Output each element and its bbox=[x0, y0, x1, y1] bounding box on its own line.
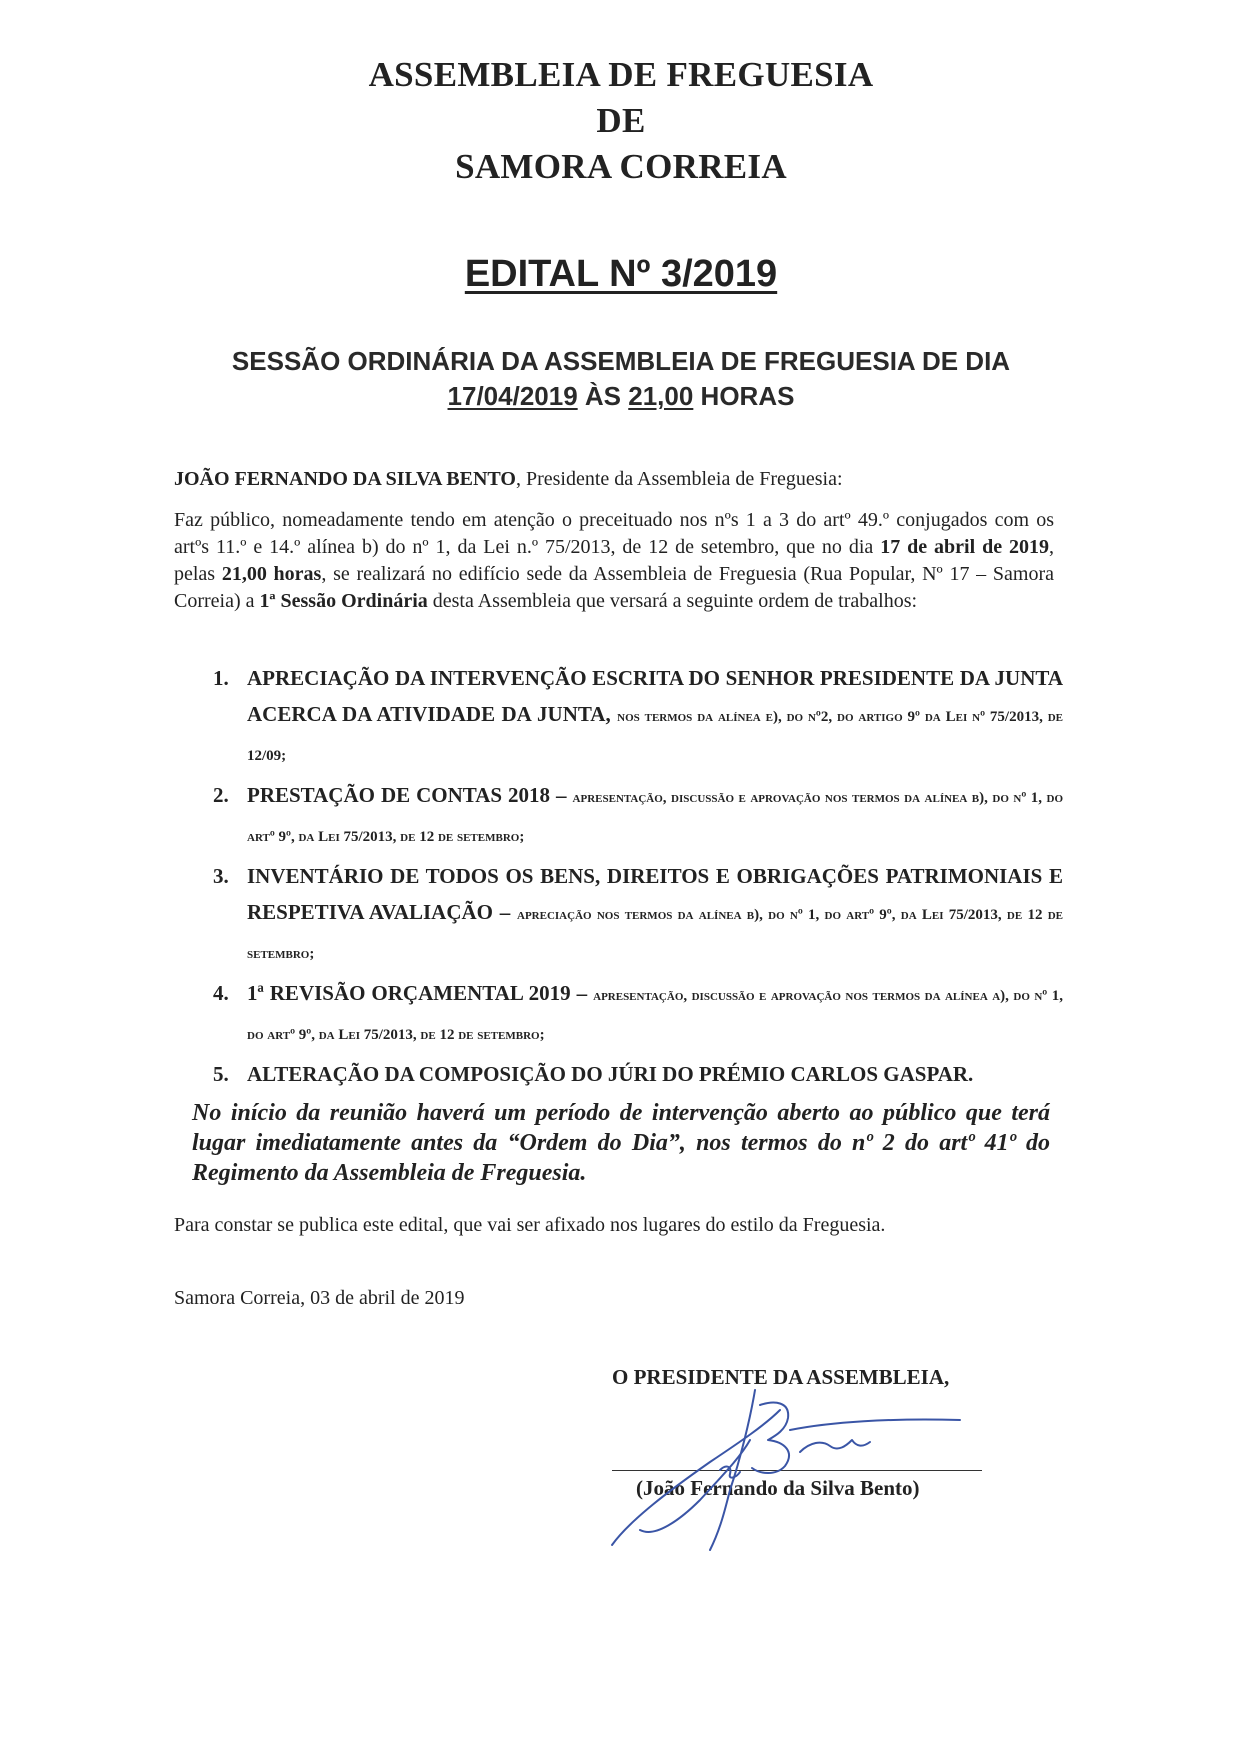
session-heading-line-2 bbox=[0, 379, 1242, 414]
announcement-text-1: Faz público, nomeadamente tendo em atenção o preceituado nos nºs 1 a 3 do artº 49.º conjugados com os artºs 11.º e 14.º alínea b) do nº 1, da Lei n.º 75/2013, de 12 de setembro, que no dia bbox=[174, 509, 1054, 558]
agenda-item-number: 2. bbox=[213, 783, 229, 807]
agenda-item bbox=[213, 777, 1063, 855]
header-line-3: SAMORA CORREIA bbox=[455, 147, 787, 186]
agenda-item-detail: apresentação, discussão e aprovação nos termos da alínea b), do nº 1, do artº 9º, da Lei 75/2013, de 12 de setembro; bbox=[247, 790, 1063, 845]
session-heading-line-1: SESSÃO ORDINÁRIA DA ASSEMBLEIA DE FREGUESIA DE DIA bbox=[231, 346, 1011, 376]
intro-paragraph bbox=[174, 466, 1054, 493]
agenda-item-detail: apreciação nos termos da alínea b), do nº 1, do artº 9º, da Lei 75/2013, de 12 de setembro; bbox=[247, 907, 1063, 962]
signature-title: O PRESIDENTE DA ASSEMBLEIA, bbox=[612, 1365, 950, 1389]
session-hour: 21,00 bbox=[628, 381, 694, 411]
agenda-item-main: APRECIAÇÃO DA INTERVENÇÃO ESCRITA DO SENHOR PRESIDENTE DA JUNTA ACERCA DA ATIVIDADE DA JUNTA, bbox=[247, 666, 1063, 726]
president-name: JOÃO FERNANDO DA SILVA BENTO bbox=[174, 468, 516, 490]
agenda-item-main: ALTERAÇÃO DA COMPOSIÇÃO DO JÚRI DO PRÉMIO CARLOS GASPAR. bbox=[247, 1062, 974, 1086]
session-date: 17/04/2019 bbox=[447, 381, 578, 411]
announcement-text-2: , pelas bbox=[174, 536, 1054, 585]
intro-rest: , Presidente da Assembleia de Freguesia: bbox=[515, 468, 843, 490]
agenda-item bbox=[213, 858, 1063, 972]
agenda-item-number: 4. bbox=[213, 981, 229, 1005]
announcement-hour: 21,00 horas bbox=[221, 563, 322, 585]
closing-paragraph: Para constar se publica este edital, que vai ser afixado nos lugares do estilo da Freguesia. bbox=[174, 1214, 886, 1236]
handwritten-signature bbox=[600, 1370, 980, 1560]
agenda-item-main: INVENTÁRIO DE TODOS OS BENS, DIREITOS E OBRIGAÇÕES PATRIMONIAIS E RESPETIVA AVALIAÇÃO – bbox=[247, 864, 1063, 924]
public-intervention-note: No início da reunião haverá um período de intervenção aberto ao público que terá lugar imediatamente antes da “Ordem do Dia”, nos termos do nº 2 do artº 41º do Regimento da Assembleia de Freguesia. bbox=[192, 1100, 1050, 1186]
agenda-item-number: 5. bbox=[213, 1062, 229, 1086]
session-horas: HORAS bbox=[693, 381, 795, 411]
agenda-item-number: 3. bbox=[213, 864, 229, 888]
announcement-text-4: desta Assembleia que versará a seguinte ordem de trabalhos: bbox=[427, 590, 918, 612]
announcement-text-3: , se realizará no edifício sede da Assembleia de Freguesia (Rua Popular, Nº 17 – Samora Correia) a bbox=[174, 563, 1054, 612]
agenda-item bbox=[213, 975, 1063, 1053]
document-header bbox=[0, 52, 1242, 190]
header-line-2: DE bbox=[596, 101, 646, 140]
announcement-date: 17 de abril de 2019 bbox=[880, 536, 1049, 558]
agenda-list bbox=[213, 660, 1063, 1098]
session-as: ÀS bbox=[577, 381, 629, 411]
agenda-item-main: 1ª REVISÃO ORÇAMENTAL 2019 – bbox=[247, 981, 594, 1005]
agenda-item-detail: nos termos da alínea e), do nº2, do artigo 9º da Lei nº 75/2013, de 12/09; bbox=[247, 709, 1064, 764]
agenda-item-number: 1. bbox=[213, 666, 229, 690]
agenda-item bbox=[213, 1056, 1063, 1095]
signatory-name: (João Fernando da Silva Bento) bbox=[636, 1476, 920, 1500]
agenda-item-detail: apresentação, discussão e aprovação nos termos da alínea a), do nº 1, do artº 9º, da Lei 75/2013, de 12 de setembro; bbox=[247, 988, 1063, 1043]
session-heading bbox=[0, 344, 1242, 414]
announcement-session: 1ª Sessão Ordinária bbox=[259, 590, 428, 612]
announcement-paragraph bbox=[174, 507, 1054, 615]
agenda-item-main: PRESTAÇÃO DE CONTAS 2018 – bbox=[247, 783, 573, 807]
header-line-1: ASSEMBLEIA DE FREGUESIA bbox=[368, 55, 874, 94]
agenda-item bbox=[213, 660, 1063, 774]
place-date: Samora Correia, 03 de abril de 2019 bbox=[174, 1287, 465, 1309]
edital-title: EDITAL Nº 3/2019 bbox=[464, 253, 778, 295]
